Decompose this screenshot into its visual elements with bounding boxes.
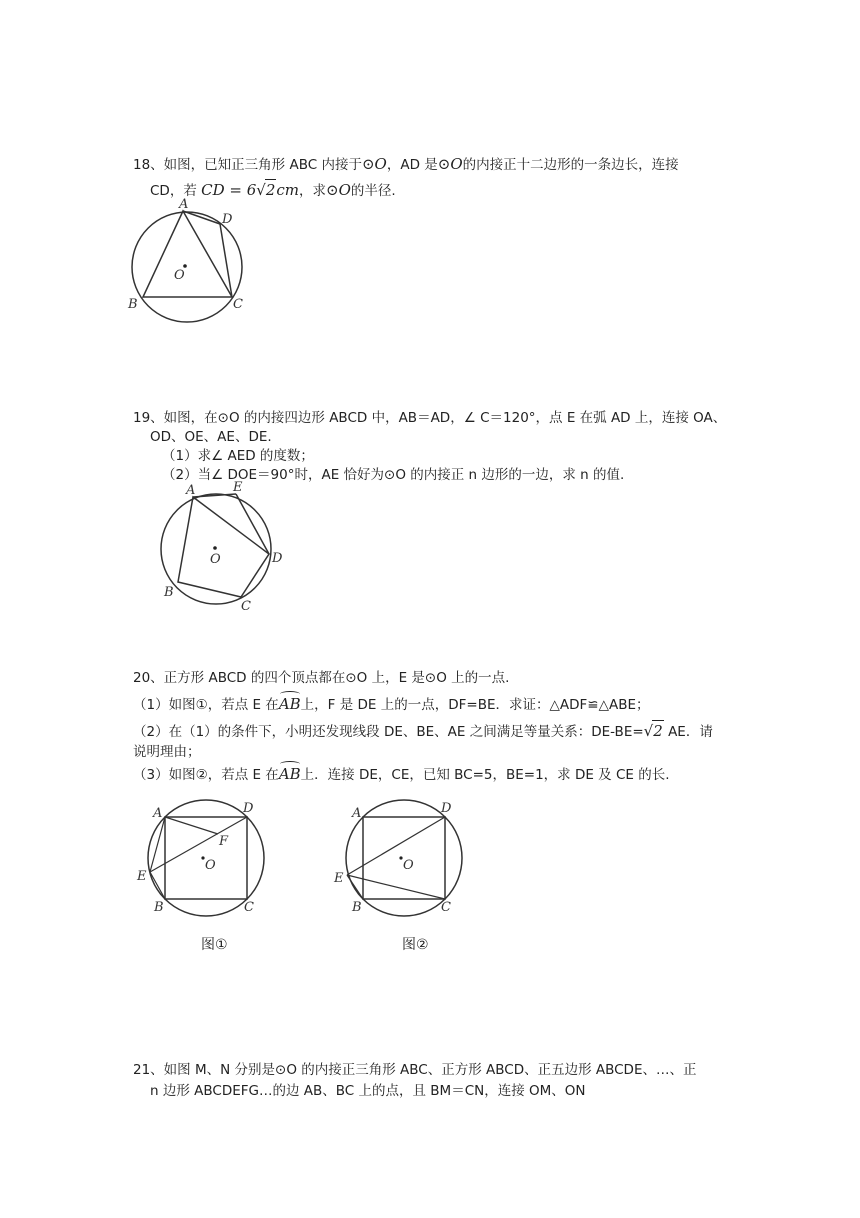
q20-fig1-label-o: O	[205, 858, 216, 873]
q19-label-c: C	[241, 599, 251, 614]
q18-label-o: O	[174, 268, 185, 283]
q20-line1: 20、正方形 ABCD 的四个顶点都在⊙O 上，E 是⊙O 上的一点.	[133, 670, 510, 686]
q18-label-c: C	[233, 297, 243, 312]
q18-label-b: B	[128, 297, 138, 312]
q20-text-5b: 上．连接 DE，CE，已知 BC=5，BE=1，求 DE 及 CE 的长.	[300, 767, 670, 783]
q18-text-2c: 的半径.	[350, 183, 396, 199]
q20-fig2-segment-ce	[347, 875, 445, 899]
q20-fig2-label-e: E	[334, 871, 344, 886]
q18-circle-o-3: ⊙O	[326, 181, 351, 199]
q18-text-2b: ，求	[299, 183, 327, 199]
q18-circle-o-1: ⊙O	[361, 155, 387, 173]
q20-arc-ab-2: AB	[278, 765, 301, 783]
q20-fig1-label-f: F	[219, 834, 229, 849]
q20-fig1-label-b: B	[154, 900, 164, 915]
q20-fig2-label-o: O	[403, 858, 414, 873]
q19-label-b: B	[164, 585, 174, 600]
q18-line2: CD，若 CD = 6√2cm，求⊙O的半径.	[150, 181, 396, 199]
q18-text-1b: ，AD 是	[386, 157, 438, 173]
q20-fig1-label-c: C	[244, 900, 254, 915]
q18-text-2a: CD，若	[150, 183, 202, 199]
q19-line3: （1）求∠ AED 的度数；	[162, 448, 314, 464]
q20-arc-ab-1: AB	[278, 695, 301, 713]
q20-fig1-label-a: A	[153, 806, 163, 821]
q18-label-a: A	[179, 197, 189, 212]
q20-fig1-label-d: D	[243, 801, 254, 816]
q19-label-o: O	[210, 552, 221, 567]
q18-text-1c: 的内接正十二边形的一条边长，连接	[462, 157, 679, 173]
q20-fig2-label-c: C	[441, 900, 451, 915]
q20-sqrt-arg: 2	[653, 722, 663, 740]
q20-fig1-label-e: E	[137, 869, 147, 884]
q20-line4: 说明理由；	[133, 744, 201, 760]
q18-circle-o-2: ⊙O	[437, 155, 463, 173]
q20-text-2a: （1）如图①，若点 E 在	[133, 697, 279, 713]
q20-text-3b: AE．请	[663, 724, 713, 740]
q19-label-e: E	[233, 480, 243, 495]
q20-caption-1: 图①	[201, 937, 228, 953]
q19-label-a: A	[186, 483, 196, 498]
q19-label-d: D	[272, 551, 283, 566]
q20-line3: （2）在（1）的条件下，小明还发现线段 DE、BE、AE 之间满足等量关系：DE-BE=√2 AE．请	[133, 722, 713, 740]
q20-fig2-label-a: A	[352, 806, 362, 821]
q18-text-1a: 18、如图，已知正三角形 ABC 内接于	[133, 157, 362, 173]
q21-line1: 21、如图 M、N 分别是⊙O 的内接正三角形 ABC、正方形 ABCD、正五边形 ABCDE、…、正	[133, 1062, 697, 1078]
q21-line2: n 边形 ABCDEFG…的边 AB、BC 上的点，且 BM＝CN，连接 OM、ON	[150, 1083, 586, 1099]
q19-line2: OD、OE、AE、DE.	[150, 429, 272, 445]
q20-fig2-segment-de	[347, 817, 445, 875]
q18-label-d: D	[222, 212, 233, 227]
q18-cd-expr: CD = 6	[201, 181, 257, 199]
q20-fig2-label-d: D	[441, 801, 452, 816]
q18-unit: cm	[276, 181, 300, 199]
q18-sqrt-arg: 2	[265, 181, 276, 199]
q19-line1: 19、如图，在⊙O 的内接四边形 ABCD 中，AB＝AD，∠ C＝120°，点 E 在弧 AD 上，连接 OA、	[133, 410, 727, 426]
q20-text-2b: 上，F 是 DE 上的一点，DF=BE．求证：△ADF≌△ABE；	[300, 697, 650, 713]
q20-text-3a: （2）在（1）的条件下，小明还发现线段 DE、BE、AE 之间满足等量关系：DE-BE=	[133, 724, 644, 740]
q19-line4: （2）当∠ DOE＝90°时，AE 恰好为⊙O 的内接正 n 边形的一边，求 n 的值.	[162, 467, 625, 483]
q20-text-5a: （3）如图②，若点 E 在	[133, 767, 279, 783]
q20-fig2-label-b: B	[352, 900, 362, 915]
q20-caption-2: 图②	[402, 937, 429, 953]
